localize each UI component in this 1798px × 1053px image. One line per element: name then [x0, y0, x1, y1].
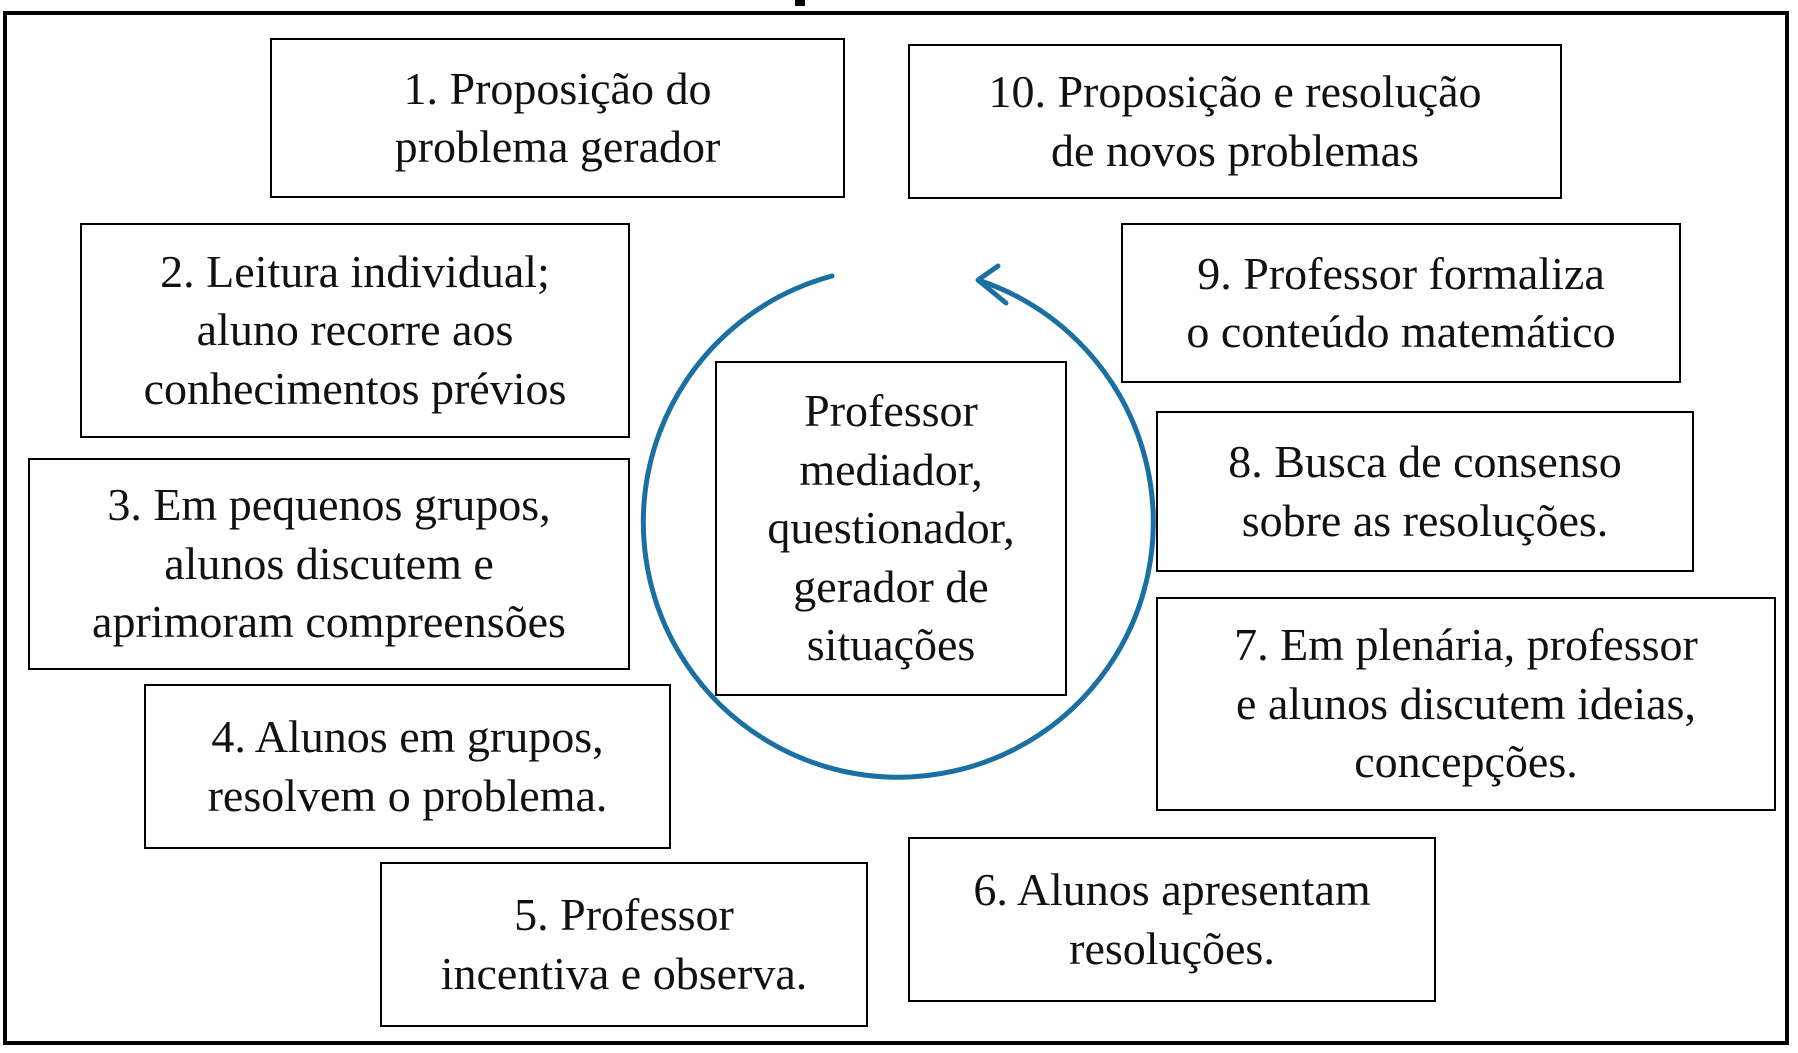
step-6-text: 6. Alunos apresentam resoluções. — [973, 864, 1371, 974]
step-8-box — [1156, 411, 1694, 572]
step-4-text: 4. Alunos em grupos, resolvem o problema. — [207, 711, 608, 821]
center-text: Professor mediador, questionador, gerador de situações — [767, 385, 1015, 671]
step-5-box — [380, 862, 868, 1027]
step-3-text: 3. Em pequenos grupos, alunos discutem e aprimoram compreensões — [92, 479, 566, 648]
step-10-text: 10. Proposição e resolução de novos problemas — [988, 66, 1482, 176]
step-2-text: 2. Leitura individual; aluno recorre aos conhecimentos prévios — [143, 245, 567, 414]
step-7-text: 7. Em plenária, professor e alunos discutem ideias, concepções. — [1234, 619, 1698, 788]
step-7-box — [1156, 597, 1776, 811]
step-9-box — [1121, 223, 1681, 383]
center-box — [715, 361, 1067, 696]
step-6-box — [908, 837, 1436, 1002]
step-5-text: 5. Professor incentiva e observa. — [440, 889, 808, 999]
step-8-text: 8. Busca de consenso sobre as resoluções. — [1228, 436, 1622, 546]
step-1-text: 1. Proposição do problema gerador — [394, 62, 721, 172]
step-2-box — [80, 223, 630, 438]
step-1-box — [270, 38, 845, 198]
step-9-text: 9. Professor formaliza o conteúdo matemático — [1186, 247, 1616, 357]
step-4-box — [144, 684, 671, 849]
step-10-box — [908, 44, 1562, 199]
step-3-box — [28, 458, 630, 670]
